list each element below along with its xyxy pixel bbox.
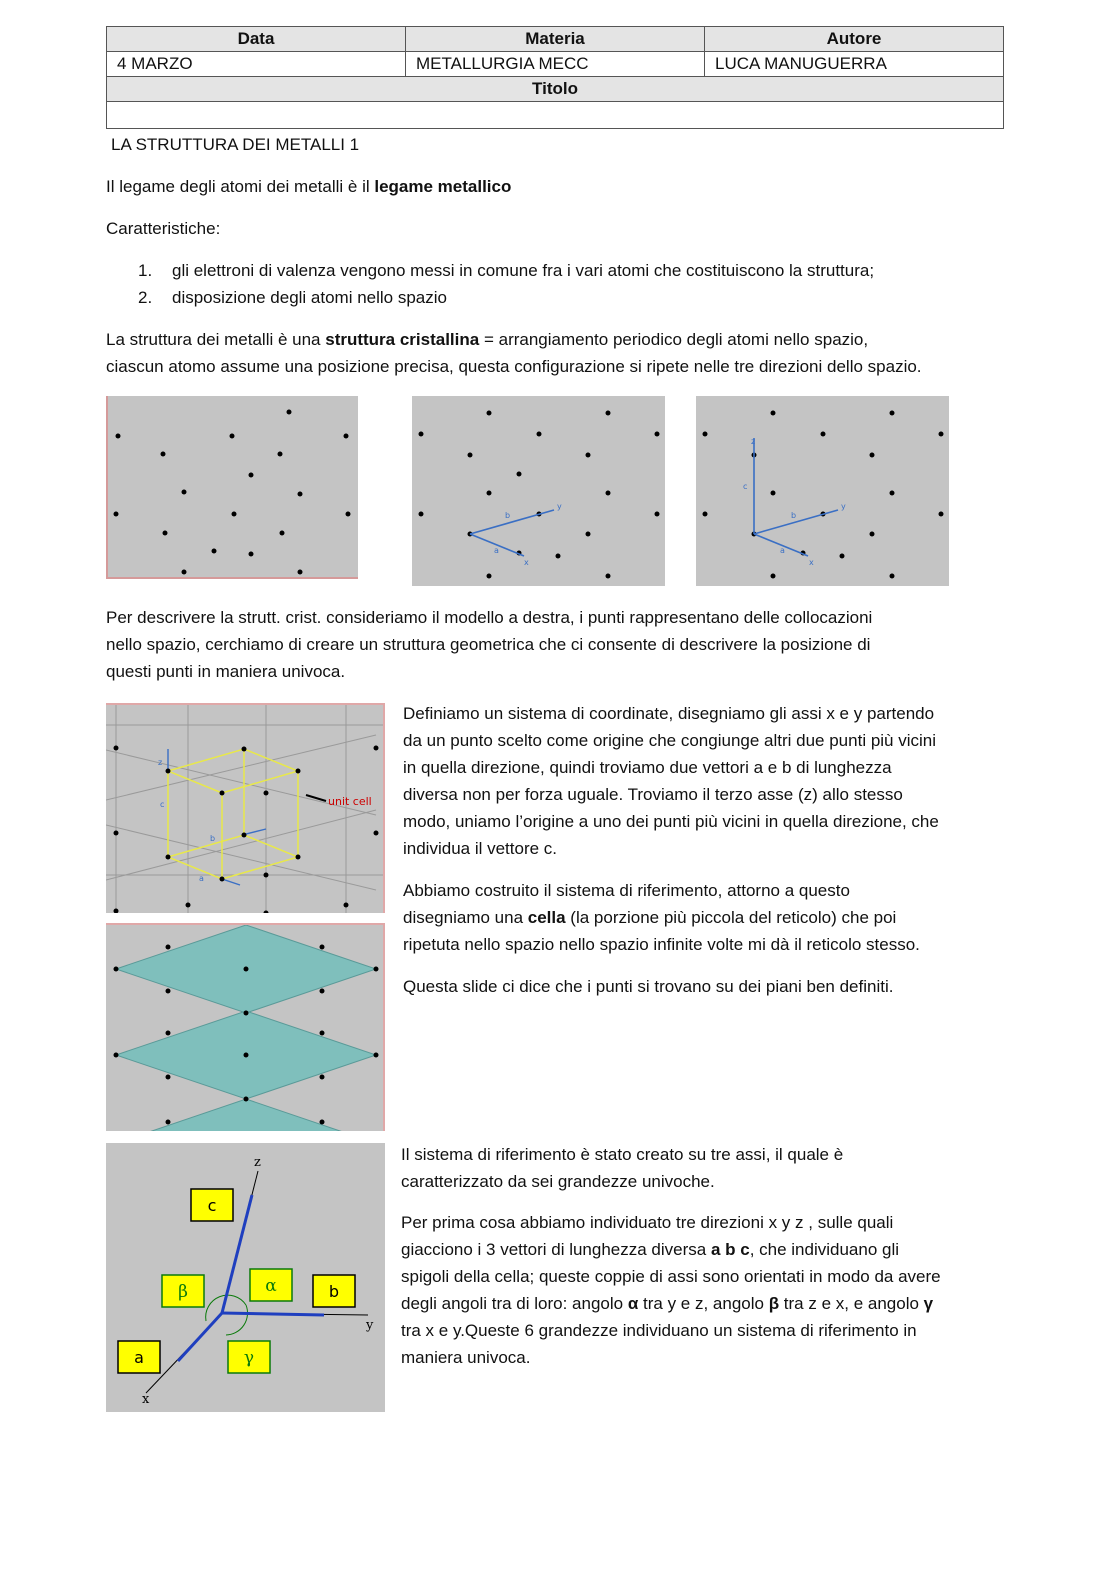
paragraph-coordinate bbox=[403, 700, 1013, 862]
lattice-figure-1 bbox=[106, 396, 358, 579]
unit-cell-figure bbox=[106, 703, 385, 913]
paragraph-line: caratterizzato da sei grandezze univoche. bbox=[401, 1172, 715, 1191]
axis-label-c: c bbox=[743, 482, 748, 491]
text-run-bold: α bbox=[627, 1294, 639, 1313]
paragraph-struttura-line2: ciascun atomo assume una posizione precisa, questa configurazione si ripete nelle tre direzioni dello spazio. bbox=[106, 357, 922, 376]
axis-label-b: b bbox=[210, 834, 216, 843]
axis-label-a: a bbox=[199, 874, 204, 883]
axis-label-b: b bbox=[791, 511, 797, 520]
header-col2-label: Materia bbox=[406, 27, 705, 52]
list-item-text: gli elettroni di valenza vengono messi in comune fra i vari atomi che costituiscono la struttura; bbox=[172, 261, 875, 280]
axes-angles-figure bbox=[106, 1143, 385, 1412]
vector-a-label: a bbox=[134, 1348, 144, 1367]
header-col3-label: Autore bbox=[705, 27, 1004, 52]
paragraph-legame bbox=[106, 173, 511, 200]
list-item-number: 1. bbox=[138, 261, 153, 280]
text-run-bold: cella bbox=[527, 908, 566, 927]
lattice-axes-3 bbox=[696, 396, 949, 586]
paragraph-line bbox=[401, 1236, 1013, 1263]
planes-diagram bbox=[106, 925, 385, 1131]
paragraph-line: Abbiamo costruito il sistema di riferimento, attorno a questo bbox=[403, 881, 850, 900]
lattice-figure-3 bbox=[696, 396, 949, 586]
paragraph-struttura bbox=[106, 326, 1016, 380]
text-run: tra y e z, angolo bbox=[638, 1294, 769, 1313]
angle-gamma-label: γ bbox=[243, 1348, 255, 1368]
axes-angles-diagram bbox=[106, 1143, 385, 1412]
paragraph-line: Definiamo un sistema di coordinate, disegniamo gli assi x e y partendo bbox=[403, 704, 935, 723]
paragraph-line: modo, uniamo l’origine a uno dei punti più vicini in quella direzione, che bbox=[403, 812, 939, 831]
paragraph-legame-bold: legame metallico bbox=[374, 177, 512, 196]
paragraph-legame-text: Il legame degli atomi dei metalli è il bbox=[106, 177, 375, 196]
text-run-bold: a b c bbox=[710, 1240, 750, 1259]
text-run: disegniamo una bbox=[403, 908, 528, 927]
header-title-value bbox=[107, 102, 1004, 129]
text-run: (la porzione più piccola del reticolo) che poi bbox=[565, 908, 897, 927]
paragraph-line: questi punti in maniera univoca. bbox=[106, 662, 346, 681]
paragraph-line: Per descrivere la strutt. crist. consideriamo il modello a destra, i punti rappresentano delle collocazioni bbox=[106, 608, 873, 627]
paragraph-sistema bbox=[401, 1141, 1013, 1195]
vector-c-label: c bbox=[207, 1196, 217, 1215]
paragraph-line bbox=[403, 904, 1013, 931]
planes-figure bbox=[106, 923, 385, 1131]
paragraph-line: nello spazio, cerchiamo di creare un struttura geometrica che ci consente di descrivere la posizione di bbox=[106, 635, 871, 654]
paragraph-descrivere bbox=[106, 604, 1016, 685]
text-run: = arrangiamento periodico degli atomi nello spazio, bbox=[479, 330, 869, 349]
vector-b-label: b bbox=[328, 1282, 340, 1301]
lattice-figure-2 bbox=[412, 396, 665, 586]
axis-label-y: y bbox=[366, 1318, 374, 1333]
angle-beta-label: β bbox=[178, 1282, 188, 1302]
paragraph-line: ripetuta nello spazio nello spazio infinite volte mi dà il reticolo stesso. bbox=[403, 935, 920, 954]
paragraph-line: individua il vettore c. bbox=[403, 839, 558, 858]
text-run: degli angoli tra di loro: angolo bbox=[401, 1294, 628, 1313]
header-author-value: LUCA MANUGUERRA bbox=[705, 52, 1004, 77]
header-date-value: 4 MARZO bbox=[107, 52, 406, 77]
paragraph-caratteristiche: Caratteristiche: bbox=[106, 219, 221, 238]
angle-alpha-label: α bbox=[265, 1276, 277, 1296]
text-run: giacciono i 3 vettori di lunghezza diversa bbox=[401, 1240, 711, 1259]
list-item bbox=[138, 284, 874, 311]
paragraph-line: Il sistema di riferimento è stato creato su tre assi, il quale è bbox=[401, 1145, 844, 1164]
axis-label-x: x bbox=[524, 558, 529, 567]
axis-label-x: x bbox=[142, 1392, 150, 1407]
axis-label-a: a bbox=[780, 546, 785, 555]
list-item bbox=[138, 257, 874, 284]
axis-label-y: y bbox=[841, 502, 846, 511]
axis-label-a: a bbox=[494, 546, 499, 555]
paragraph-line: diversa non per forza uguale. Troviamo il terzo asse (z) allo stesso bbox=[403, 785, 903, 804]
unit-cell-diagram bbox=[106, 705, 385, 913]
text-run: , che individuano gli bbox=[749, 1240, 900, 1259]
text-run: La struttura dei metalli è una bbox=[106, 330, 326, 349]
lattice-points-1 bbox=[108, 396, 358, 579]
header-title-label: Titolo bbox=[107, 77, 1004, 102]
paragraph-line: spigoli della cella; queste coppie di assi sono orientati in modo da avere bbox=[401, 1267, 941, 1286]
header-subject-value: METALLURGIA MECC bbox=[406, 52, 705, 77]
list-item-number: 2. bbox=[138, 288, 153, 307]
header-col1-label: Data bbox=[107, 27, 406, 52]
axis-label-b: b bbox=[505, 511, 511, 520]
paragraph-line bbox=[401, 1290, 1013, 1317]
paragraph-line: da un punto scelto come origine che congiunge altri due punti più vicini bbox=[403, 731, 937, 750]
paragraph-direzioni bbox=[401, 1209, 1013, 1371]
axis-label-c: c bbox=[160, 800, 165, 809]
lattice-axes-2 bbox=[412, 396, 665, 586]
axis-label-x: x bbox=[809, 558, 814, 567]
unit-cell-label: unit cell bbox=[328, 795, 372, 808]
doc-title: LA STRUTTURA DEI METALLI 1 bbox=[111, 135, 360, 154]
paragraph-line: tra x e y.Queste 6 grandezze individuano un sistema di riferimento in bbox=[401, 1321, 917, 1340]
axis-label-z: z bbox=[751, 437, 756, 446]
paragraph-line: in quella direzione, quindi troviamo due vettori a e b di lunghezza bbox=[403, 758, 892, 777]
paragraph-line: maniera univoca. bbox=[401, 1348, 531, 1367]
axis-label-z: z bbox=[158, 758, 163, 767]
paragraph-piani: Questa slide ci dice che i punti si trovano su dei piani ben definiti. bbox=[403, 977, 894, 996]
paragraph-struttura-line1 bbox=[106, 326, 1016, 353]
text-run: tra z e x, e angolo bbox=[779, 1294, 924, 1313]
paragraph-line: Per prima cosa abbiamo individuato tre direzioni x y z , sulle quali bbox=[401, 1213, 894, 1232]
text-run-bold: γ bbox=[923, 1294, 934, 1313]
text-run-bold: β bbox=[768, 1294, 780, 1313]
characteristics-list bbox=[138, 257, 874, 311]
axis-label-y: y bbox=[557, 502, 562, 511]
text-run-bold: struttura cristallina bbox=[325, 330, 480, 349]
header-table bbox=[106, 26, 1004, 129]
paragraph-cella bbox=[403, 877, 1013, 958]
list-item-text: disposizione degli atomi nello spazio bbox=[172, 288, 447, 307]
axis-label-z: z bbox=[254, 1155, 261, 1170]
